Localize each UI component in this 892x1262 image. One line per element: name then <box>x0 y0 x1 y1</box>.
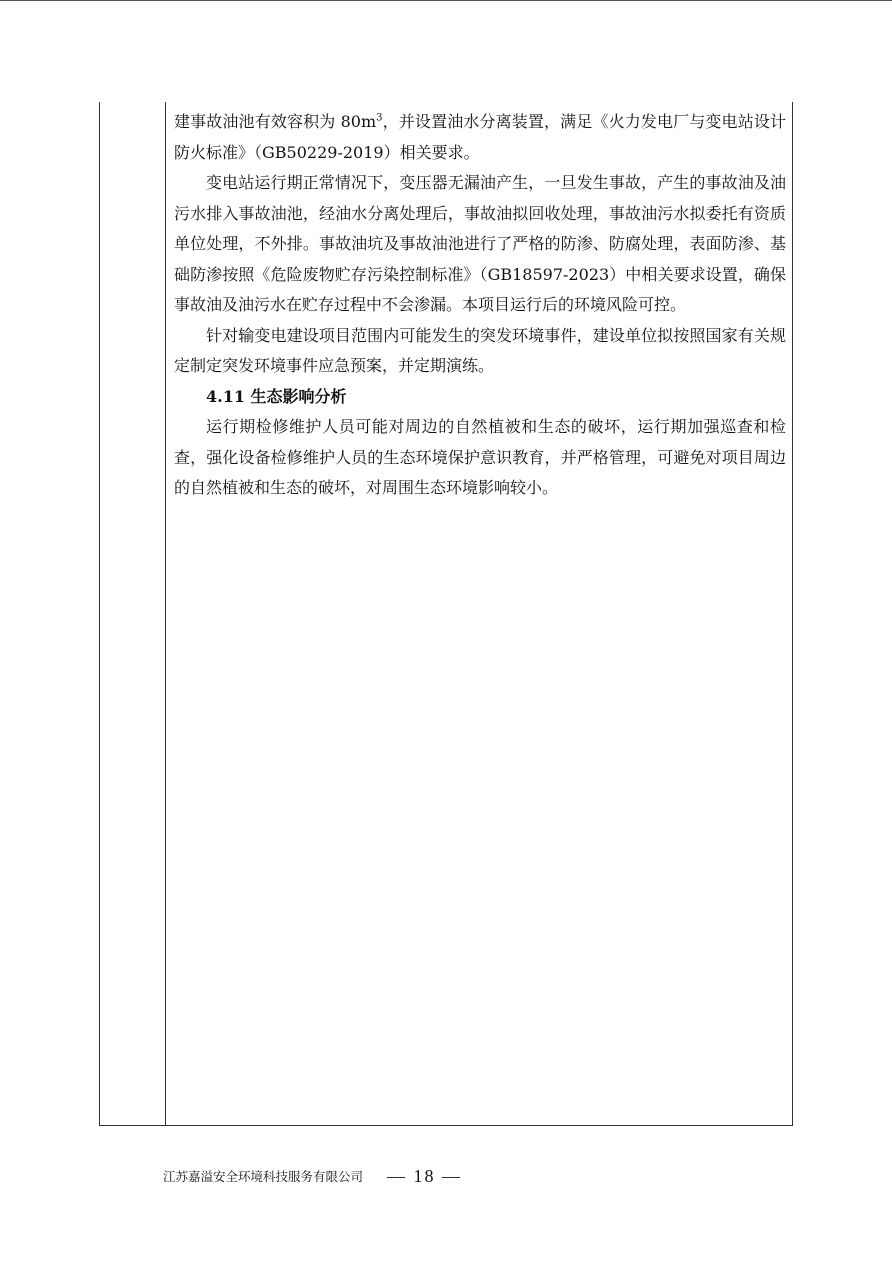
table-left-column <box>100 102 166 1125</box>
page-footer <box>163 1164 563 1188</box>
paragraph-oil-pit <box>174 107 786 168</box>
paragraph-substation-operation: 变电站运行期正常情况下，变压器无漏油产生，一旦发生事故，产生的事故油及油污水排入事故油池，经油水分离处理后，事故油拟回收处理，事故油污水拟委托有资质单位处理，不外排。事故油坑及事故油池进行了严格的防渗、防腐处理，表面防渗、基础防渗按照《危险废物贮存污染控制标准》（GB18597-2023）中相关要求设置，确保事故油及油污水在贮存过程中不会渗漏。本项目运行后的环境风险可控。 <box>174 173 786 314</box>
table-frame <box>99 102 793 1126</box>
section-heading: 4.11 生态影响分析 <box>206 386 347 406</box>
superscript-3: 3 <box>376 112 383 124</box>
paragraph-ecology: 运行期检修维护人员可能对周边的自然植被和生态的破坏，运行期加强巡查和检查，强化设备检修维护人员的生态环境保护意识教育，并严格管理，可避免对项目周边的自然植被和生态的破坏，对周围生态环境影响较小。 <box>174 417 786 497</box>
table-content-cell <box>174 107 786 504</box>
page-top-edge <box>0 0 892 1</box>
page-number: — 18 — <box>387 1165 463 1186</box>
paragraph-oil-pit-part-a: 建事故油池有效容积为 80m <box>174 112 377 131</box>
paragraph-emergency-plan: 针对输变电建设项目范围内可能发生的突发环境事件，建设单位拟按照国家有关规定制定突发环境事件应急预案，并定期演练。 <box>174 325 786 375</box>
paragraph-oil-pit-part-b: ，并设置油水分离装置，满足《火力发电厂与变电站设计防火标准》（GB50229-2019）相关要求。 <box>174 112 786 162</box>
footer-company: 江苏嘉溢安全环境科技服务有限公司 <box>163 1169 364 1184</box>
